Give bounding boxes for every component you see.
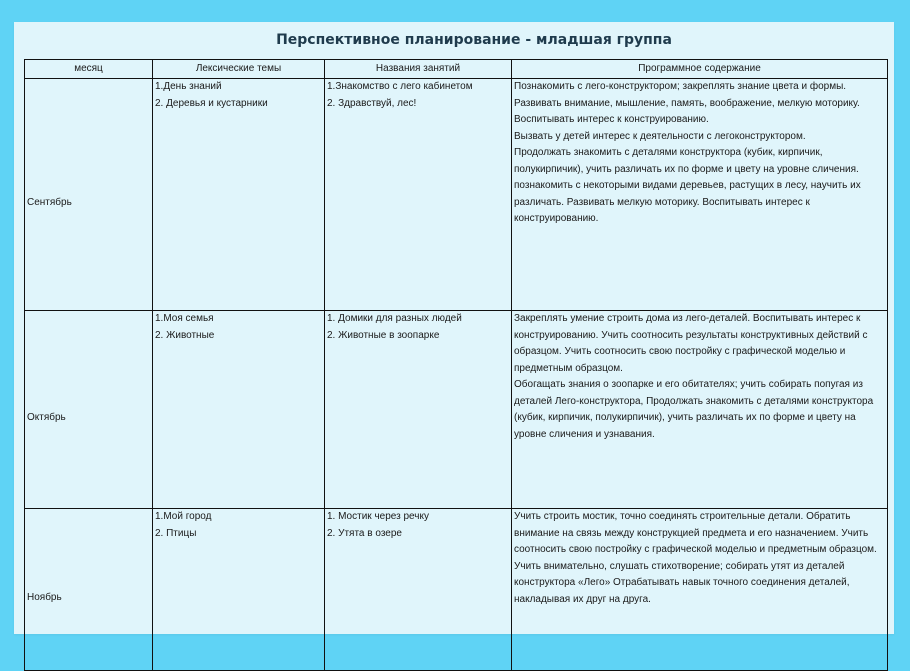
table-row [25,509,888,671]
lessons-cell [325,79,512,311]
content-paragraph: Продолжать знакомить с деталями конструктора (кубик, кирпичик, полукирпичик), учить различать их по форме и цвету на уровне сличения. познакомить с некоторыми видами деревьев, растущих в лесу, научить их различать. Развивать мелкую моторику. Воспитывать интерес к конструированию. [514,147,861,224]
themes-cell [153,509,325,671]
theme-item: 1.Мой город [155,511,212,522]
content-paragraph: Вызвать у детей интерес к деятельности с легоконструктором. [514,130,806,142]
themes-cell [153,311,325,509]
theme-item: 2. Птицы [155,527,197,539]
month-label: Сентябрь [27,196,72,208]
lesson-item: 2. Утята в озере [327,527,402,539]
month-cell [25,79,153,311]
lessons-cell [325,509,512,671]
month-cell [25,311,153,509]
content-paragraph: Учить внимательно, слушать стихотворение; собирать утят из деталей конструктора «Лего» Отрабатывать навык точного соединения деталей, накладывая их друг на друга. [514,560,850,605]
theme-item: 2. Животные [155,329,215,341]
table-header-row [25,60,888,79]
content-paragraph: Познакомить с лего-конструктором; закреплять знание цвета и формы. [514,81,847,92]
table-row [25,311,888,509]
page-title: Перспективное планирование - младшая группа [276,32,672,48]
month-label: Октябрь [27,411,66,423]
content-paragraph: Закреплять умение строить дома из лего-деталей. Воспитывать интерес к конструированию. Учить соотносить результаты конструктивных действий с образцом. Учить соотносить свою постройку с графической моделью и предметным образцом. [514,313,868,374]
themes-cell [153,79,325,311]
header-themes: Лексические темы [153,60,325,79]
content-paragraph: Развивать внимание, мышление, память, воображение, мелкую моторику. Воспитывать интерес к конструированию. [514,97,860,125]
content-paragraph: Обогащать знания о зоопарке и его обитателях; учить собирать попугая из деталей Лего-конструктора, Продолжать знакомить с деталями конструктора (кубик, кирпичик, полукирпичик), учить различать их по форме и цвету на уровне сличения и узнавания. [514,379,874,440]
content-paragraph: Учить строить мостик, точно соединять строительные детали. Обратить внимание на связь между конструкцией предмета и его назначением. Учить соотносить свою постройку с графической моделью и предметным образцом. [514,511,877,555]
lesson-item: 1. Мостик через речку [327,511,429,522]
lesson-item: 1. Домики для разных людей [327,313,462,324]
planning-table [24,59,888,671]
theme-item: 2. Деревья и кустарники [155,97,268,109]
content-cell [512,509,888,671]
lesson-item: 2. Животные в зоопарке [327,329,440,341]
document-panel [14,22,894,634]
lesson-item: 1.Знакомство с лего кабинетом [327,81,473,92]
header-lessons: Названия занятий [325,60,512,79]
content-cell [512,79,888,311]
month-label: Ноябрь [27,591,62,603]
content-cell [512,311,888,509]
month-cell [25,509,153,671]
lessons-cell [325,311,512,509]
header-month: месяц [25,60,153,79]
lesson-item: 2. Здравствуй, лес! [327,97,417,109]
theme-item: 1.Моя семья [155,313,214,324]
header-content: Программное содержание [512,60,888,79]
theme-item: 1.День знаний [155,81,222,92]
table-row [25,79,888,311]
